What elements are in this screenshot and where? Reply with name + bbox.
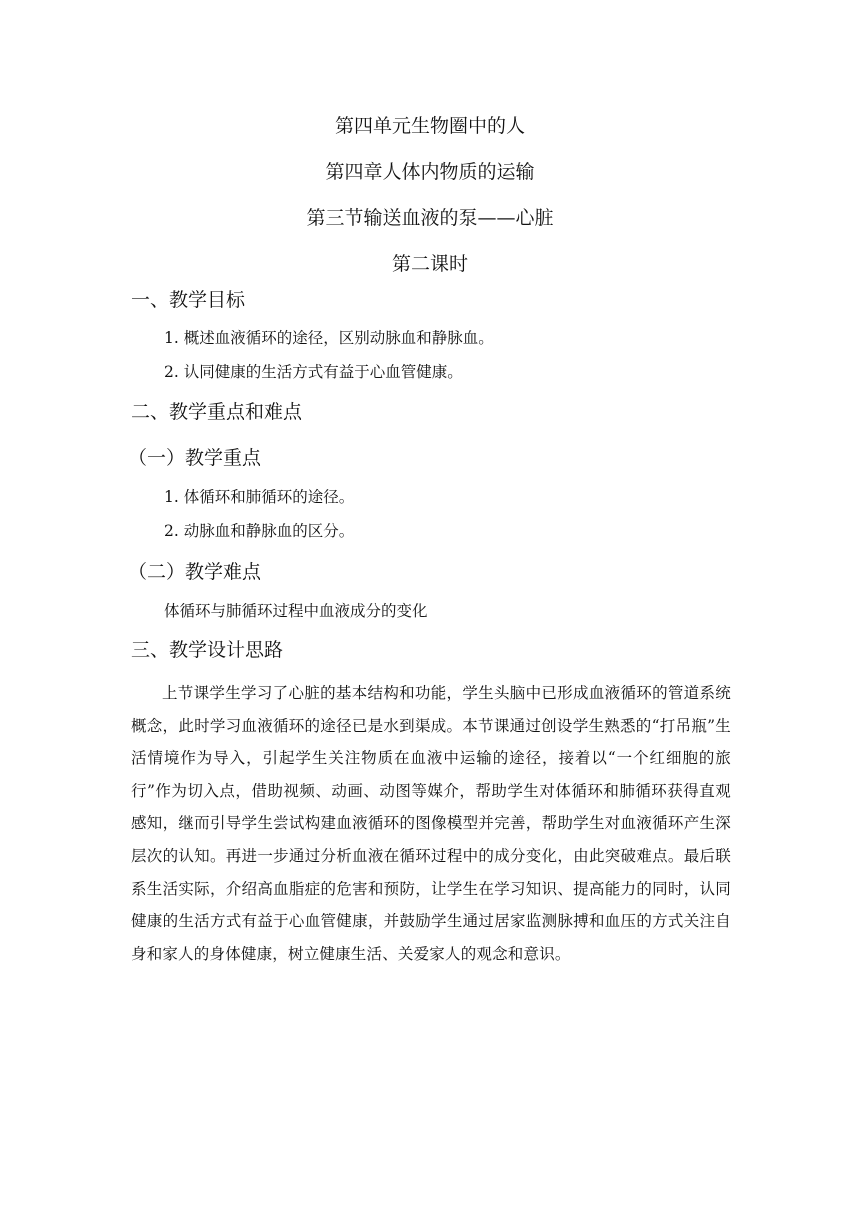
heading-key-and-difficult-points: 二、教学重点和难点 [131,401,303,423]
lesson-title: 第二课时 [391,253,468,275]
objective-item-1: 1. 概述血液循环的途径，区别动脉血和静脉血。 [164,329,494,347]
heading-teaching-objectives: 一、教学目标 [131,289,246,311]
key-point-item-2: 2. 动脉血和静脉血的区分。 [164,522,355,540]
subheading-key-points: （一）教学重点 [128,447,262,469]
design-rationale-paragraph: 上节课学生学习了心脏的基本结构和功能，学生头脑中已形成血液循环的管道系统概念，此时学习血液循环的途径已是水到渠成。本节课通过创设学生熟悉的“打吊瓶”生活情境作为导入，引起学生关注物质在血液中运输的途径，接着以“一个红细胞的旅行”作为切入点，借助视频、动画、动图等媒介，帮助学生对体循环和肺循环获得直观感知，继而引导学生尝试构建血液循环的图像模型并完善，帮助学生对血液循环产生深层次的认知。再进一步通过分析血液在循环过程中的成分变化，由此突破难点。最后联系生活实际，介绍高血脂症的危害和预防，让学生在学习知识、提高能力的同时，认同健康的生活方式有益于心血管健康，并鼓励学生通过居家监测脉搏和血压的方式关注自身和家人的身体健康，树立健康生活、关爱家人的观念和意识。 [131,684,731,963]
subheading-difficult-points: （二）教学难点 [128,561,262,583]
difficult-point-text: 体循环与肺循环过程中血液成分的变化 [164,602,428,620]
objective-item-2: 2. 认同健康的生活方式有益于心血管健康。 [164,363,463,381]
chapter-title: 第四章人体内物质的运输 [325,161,535,183]
unit-title: 第四单元生物圈中的人 [334,115,525,137]
section-title: 第三节输送血液的泵——心脏 [306,207,554,229]
key-point-item-1: 1. 体循环和肺循环的途径。 [164,488,355,506]
heading-design-rationale: 三、教学设计思路 [131,639,284,661]
